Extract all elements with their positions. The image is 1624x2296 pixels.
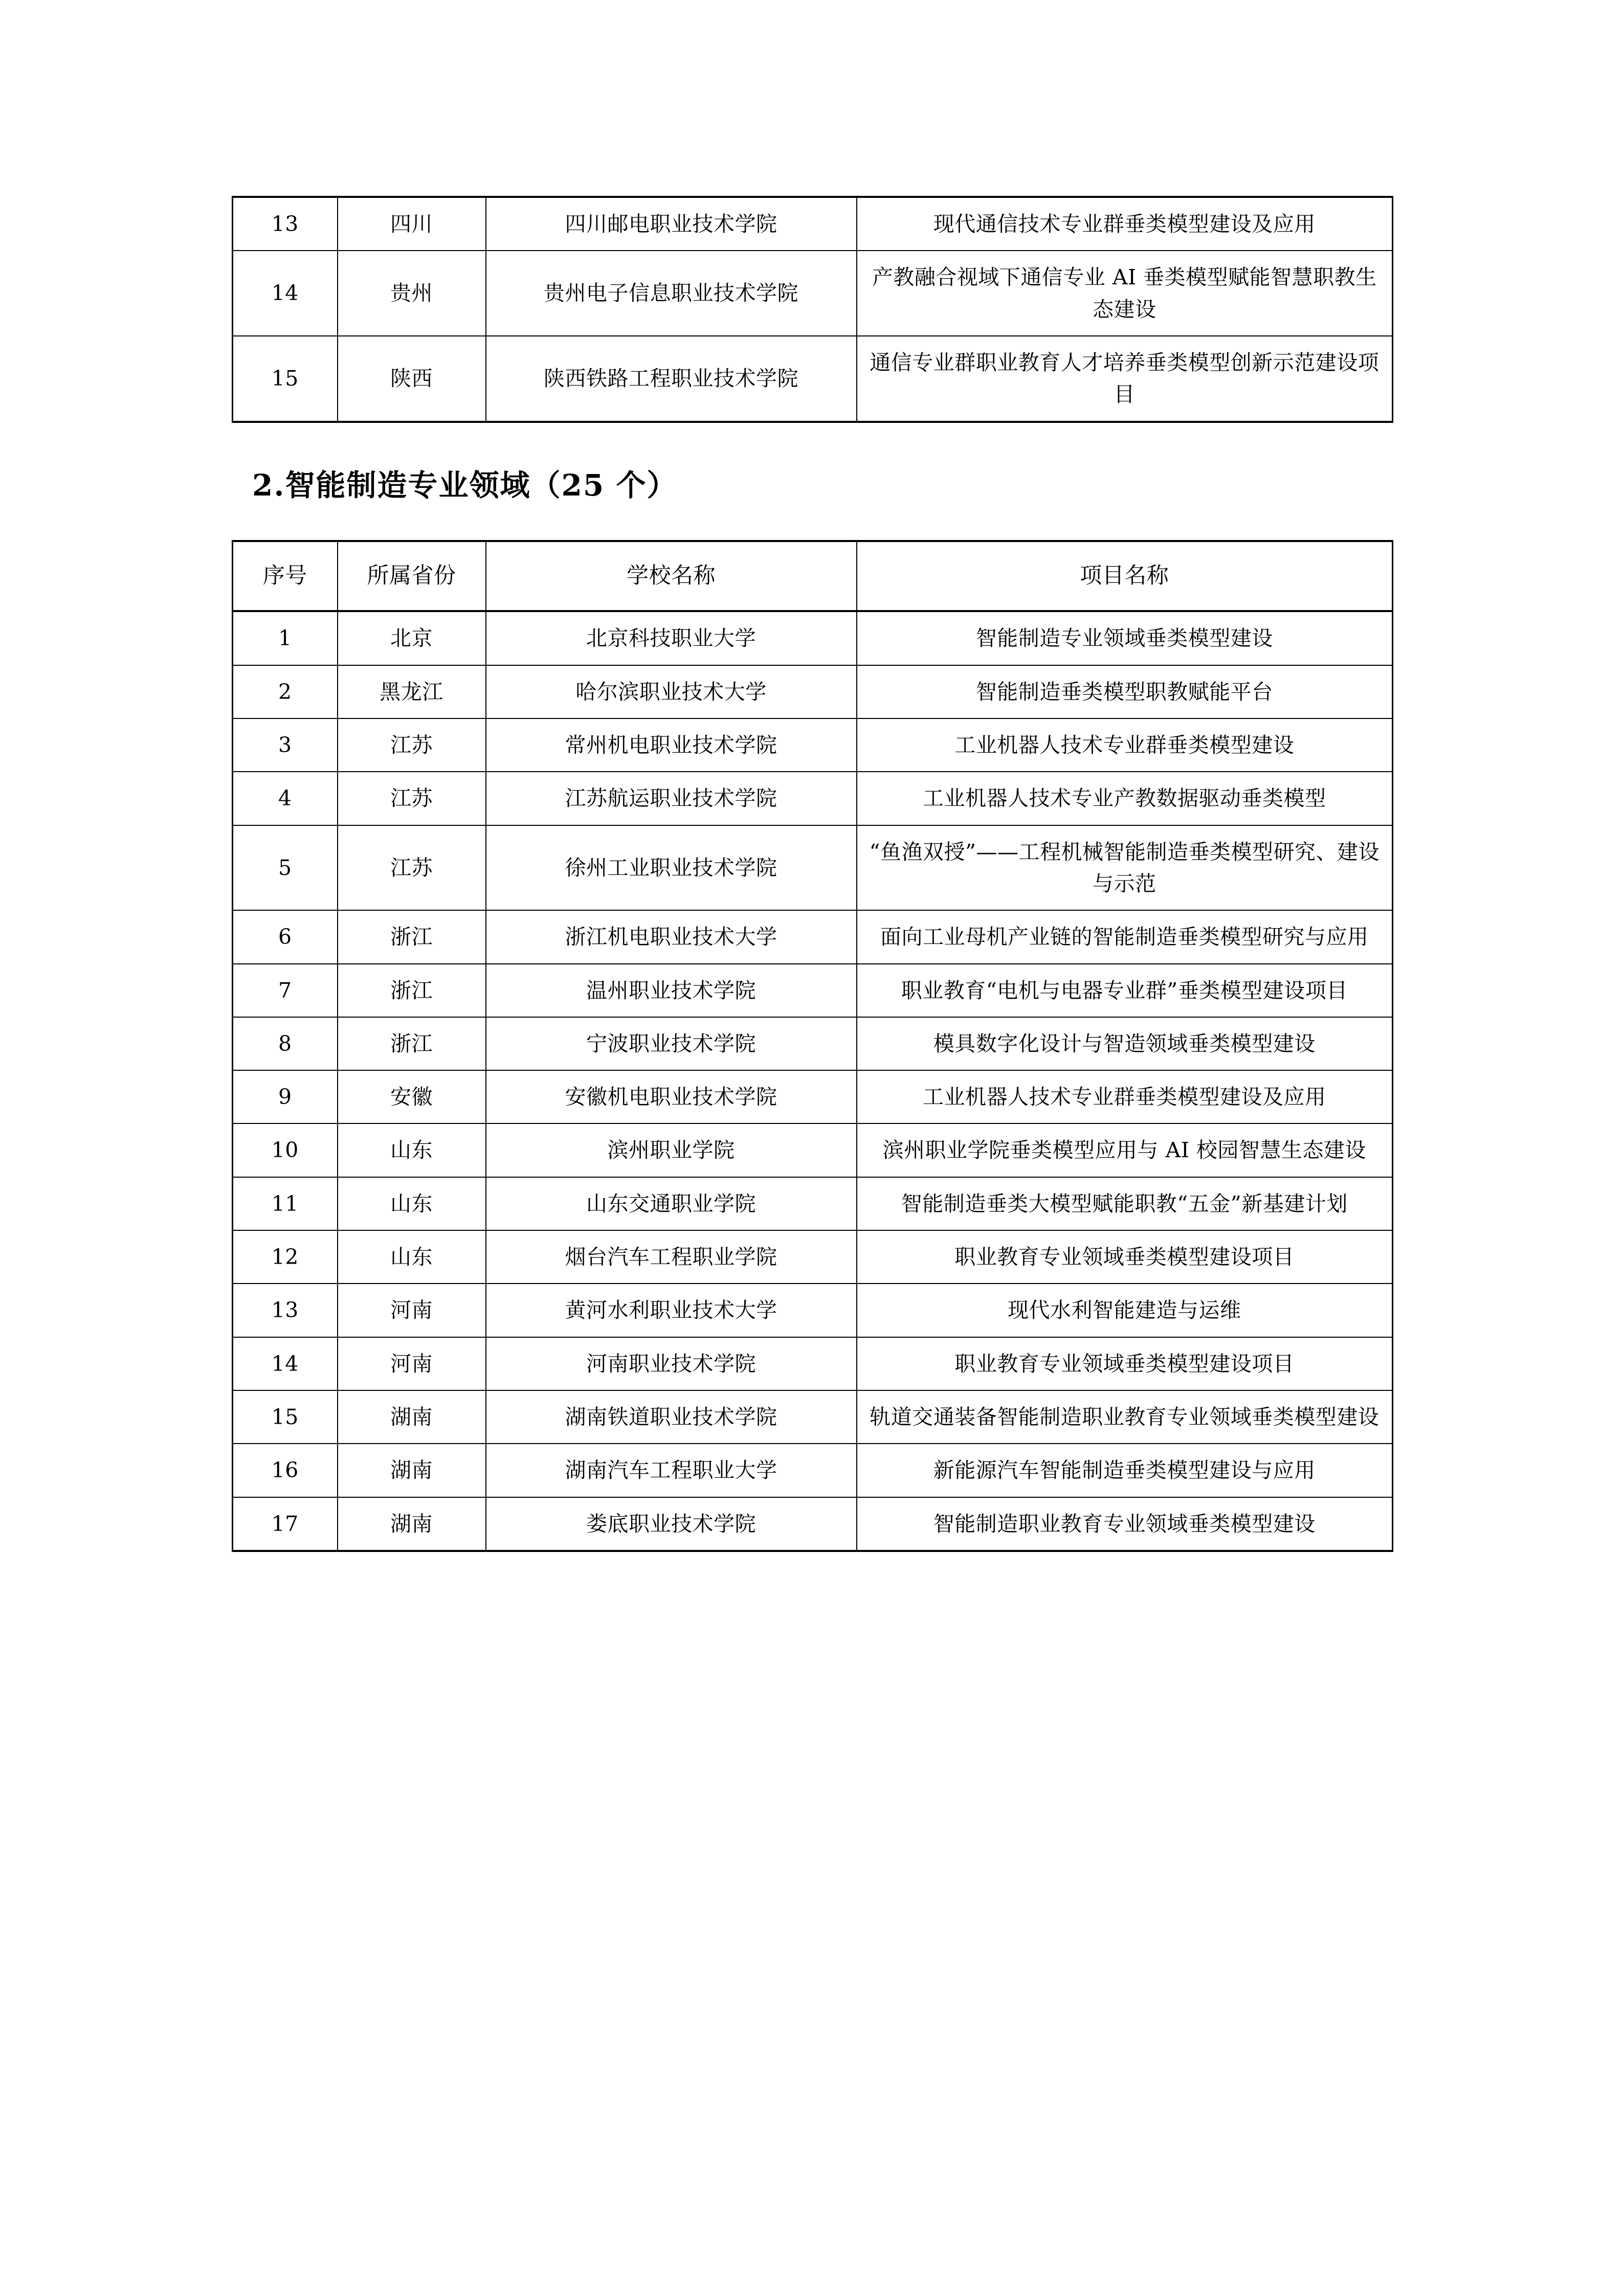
row-cell-province: 陕西 bbox=[338, 336, 486, 422]
table-row bbox=[233, 718, 1393, 772]
row-cell-school: 陕西铁路工程职业技术学院 bbox=[486, 336, 857, 422]
row-cell-no: 14 bbox=[233, 1337, 338, 1390]
row-cell-project: “鱼渔双授”——工程机械智能制造垂类模型研究、建设与示范 bbox=[857, 825, 1393, 911]
row-cell-province: 江苏 bbox=[338, 825, 486, 911]
row-cell-project: 智能制造专业领域垂类模型建设 bbox=[857, 611, 1393, 665]
row-cell-no: 15 bbox=[233, 1390, 338, 1444]
row-cell-school: 湖南铁道职业技术学院 bbox=[486, 1390, 857, 1444]
table-row bbox=[233, 197, 1393, 251]
table-row bbox=[233, 825, 1393, 911]
row-cell-school: 烟台汽车工程职业学院 bbox=[486, 1230, 857, 1284]
table-row bbox=[233, 1017, 1393, 1070]
row-cell-project: 现代水利智能建造与运维 bbox=[857, 1284, 1393, 1337]
table-row bbox=[233, 964, 1393, 1017]
column-header-no: 序号 bbox=[233, 541, 338, 611]
row-cell-province: 河南 bbox=[338, 1284, 486, 1337]
row-cell-project: 新能源汽车智能制造垂类模型建设与应用 bbox=[857, 1444, 1393, 1497]
table-row bbox=[233, 665, 1393, 718]
row-cell-province: 湖南 bbox=[338, 1390, 486, 1444]
row-cell-province: 四川 bbox=[338, 197, 486, 251]
row-cell-no: 14 bbox=[233, 251, 338, 336]
table-row bbox=[233, 1230, 1393, 1284]
row-cell-project: 通信专业群职业教育人才培养垂类模型创新示范建设项目 bbox=[857, 336, 1393, 422]
continued-listing-table bbox=[232, 196, 1393, 423]
row-cell-no: 13 bbox=[233, 1284, 338, 1337]
row-cell-school: 徐州工业职业技术学院 bbox=[486, 825, 857, 911]
row-cell-school: 北京科技职业大学 bbox=[486, 611, 857, 665]
row-cell-project: 轨道交通装备智能制造职业教育专业领域垂类模型建设 bbox=[857, 1390, 1393, 1444]
row-cell-project: 面向工业母机产业链的智能制造垂类模型研究与应用 bbox=[857, 910, 1393, 963]
row-cell-project: 职业教育“电机与电器专业群”垂类模型建设项目 bbox=[857, 964, 1393, 1017]
row-cell-no: 6 bbox=[233, 910, 338, 963]
row-cell-no: 16 bbox=[233, 1444, 338, 1497]
row-cell-school: 娄底职业技术学院 bbox=[486, 1497, 857, 1551]
row-cell-project: 工业机器人技术专业群垂类模型建设及应用 bbox=[857, 1070, 1393, 1123]
main-listing-table bbox=[232, 540, 1393, 1552]
table-row bbox=[233, 611, 1393, 665]
row-cell-school: 哈尔滨职业技术大学 bbox=[486, 665, 857, 718]
row-cell-school: 浙江机电职业技术大学 bbox=[486, 910, 857, 963]
row-cell-project: 模具数字化设计与智造领域垂类模型建设 bbox=[857, 1017, 1393, 1070]
table-header-row bbox=[233, 541, 1393, 611]
row-cell-no: 12 bbox=[233, 1230, 338, 1284]
table-row bbox=[233, 772, 1393, 825]
row-cell-school: 常州机电职业技术学院 bbox=[486, 718, 857, 772]
row-cell-project: 工业机器人技术专业产教数据驱动垂类模型 bbox=[857, 772, 1393, 825]
row-cell-province: 山东 bbox=[338, 1230, 486, 1284]
row-cell-province: 山东 bbox=[338, 1123, 486, 1177]
row-cell-no: 10 bbox=[233, 1123, 338, 1177]
row-cell-project: 滨州职业学院垂类模型应用与 AI 校园智慧生态建设 bbox=[857, 1123, 1393, 1177]
continued-table-body bbox=[233, 197, 1393, 422]
row-cell-project: 职业教育专业领域垂类模型建设项目 bbox=[857, 1230, 1393, 1284]
row-cell-school: 山东交通职业学院 bbox=[486, 1177, 857, 1230]
table-row bbox=[233, 910, 1393, 963]
row-cell-school: 宁波职业技术学院 bbox=[486, 1017, 857, 1070]
table-row bbox=[233, 1177, 1393, 1230]
table-row bbox=[233, 1284, 1393, 1337]
section-heading-block bbox=[232, 468, 1392, 504]
table-row bbox=[233, 1070, 1393, 1123]
row-cell-no: 3 bbox=[233, 718, 338, 772]
row-cell-school: 河南职业技术学院 bbox=[486, 1337, 857, 1390]
row-cell-school: 滨州职业学院 bbox=[486, 1123, 857, 1177]
main-table-head bbox=[233, 541, 1393, 611]
row-cell-school: 四川邮电职业技术学院 bbox=[486, 197, 857, 251]
row-cell-no: 15 bbox=[233, 336, 338, 422]
row-cell-school: 贵州电子信息职业技术学院 bbox=[486, 251, 857, 336]
column-header-project: 项目名称 bbox=[857, 541, 1393, 611]
row-cell-school: 湖南汽车工程职业大学 bbox=[486, 1444, 857, 1497]
row-cell-no: 17 bbox=[233, 1497, 338, 1551]
row-cell-no: 13 bbox=[233, 197, 338, 251]
row-cell-no: 11 bbox=[233, 1177, 338, 1230]
column-header-province: 所属省份 bbox=[338, 541, 486, 611]
row-cell-project: 产教融合视域下通信专业 AI 垂类模型赋能智慧职教生态建设 bbox=[857, 251, 1393, 336]
row-cell-province: 黑龙江 bbox=[338, 665, 486, 718]
main-table-body bbox=[233, 611, 1393, 1551]
row-cell-province: 湖南 bbox=[338, 1444, 486, 1497]
table-row bbox=[233, 1444, 1393, 1497]
row-cell-no: 5 bbox=[233, 825, 338, 911]
section-heading: 2.智能制造专业领域（25 个） bbox=[252, 468, 678, 503]
row-cell-province: 江苏 bbox=[338, 772, 486, 825]
table-row bbox=[233, 251, 1393, 336]
table-row bbox=[233, 1497, 1393, 1551]
row-cell-province: 河南 bbox=[338, 1337, 486, 1390]
row-cell-no: 1 bbox=[233, 611, 338, 665]
row-cell-no: 8 bbox=[233, 1017, 338, 1070]
row-cell-project: 智能制造垂类大模型赋能职教“五金”新基建计划 bbox=[857, 1177, 1393, 1230]
row-cell-province: 安徽 bbox=[338, 1070, 486, 1123]
table-row bbox=[233, 1123, 1393, 1177]
main-table-block bbox=[232, 540, 1392, 1552]
row-cell-province: 湖南 bbox=[338, 1497, 486, 1551]
row-cell-project: 工业机器人技术专业群垂类模型建设 bbox=[857, 718, 1393, 772]
row-cell-no: 7 bbox=[233, 964, 338, 1017]
table-row bbox=[233, 1390, 1393, 1444]
row-cell-no: 2 bbox=[233, 665, 338, 718]
row-cell-no: 9 bbox=[233, 1070, 338, 1123]
row-cell-province: 浙江 bbox=[338, 910, 486, 963]
row-cell-province: 江苏 bbox=[338, 718, 486, 772]
table-row bbox=[233, 336, 1393, 422]
row-cell-project: 现代通信技术专业群垂类模型建设及应用 bbox=[857, 197, 1393, 251]
continued-table-block bbox=[232, 196, 1392, 423]
row-cell-province: 北京 bbox=[338, 611, 486, 665]
row-cell-school: 温州职业技术学院 bbox=[486, 964, 857, 1017]
row-cell-school: 安徽机电职业技术学院 bbox=[486, 1070, 857, 1123]
row-cell-province: 山东 bbox=[338, 1177, 486, 1230]
row-cell-school: 江苏航运职业技术学院 bbox=[486, 772, 857, 825]
row-cell-province: 浙江 bbox=[338, 1017, 486, 1070]
column-header-school: 学校名称 bbox=[486, 541, 857, 611]
row-cell-project: 智能制造职业教育专业领域垂类模型建设 bbox=[857, 1497, 1393, 1551]
table-row bbox=[233, 1337, 1393, 1390]
row-cell-no: 4 bbox=[233, 772, 338, 825]
row-cell-project: 智能制造垂类模型职教赋能平台 bbox=[857, 665, 1393, 718]
row-cell-project: 职业教育专业领域垂类模型建设项目 bbox=[857, 1337, 1393, 1390]
row-cell-province: 贵州 bbox=[338, 251, 486, 336]
row-cell-school: 黄河水利职业技术大学 bbox=[486, 1284, 857, 1337]
row-cell-province: 浙江 bbox=[338, 964, 486, 1017]
